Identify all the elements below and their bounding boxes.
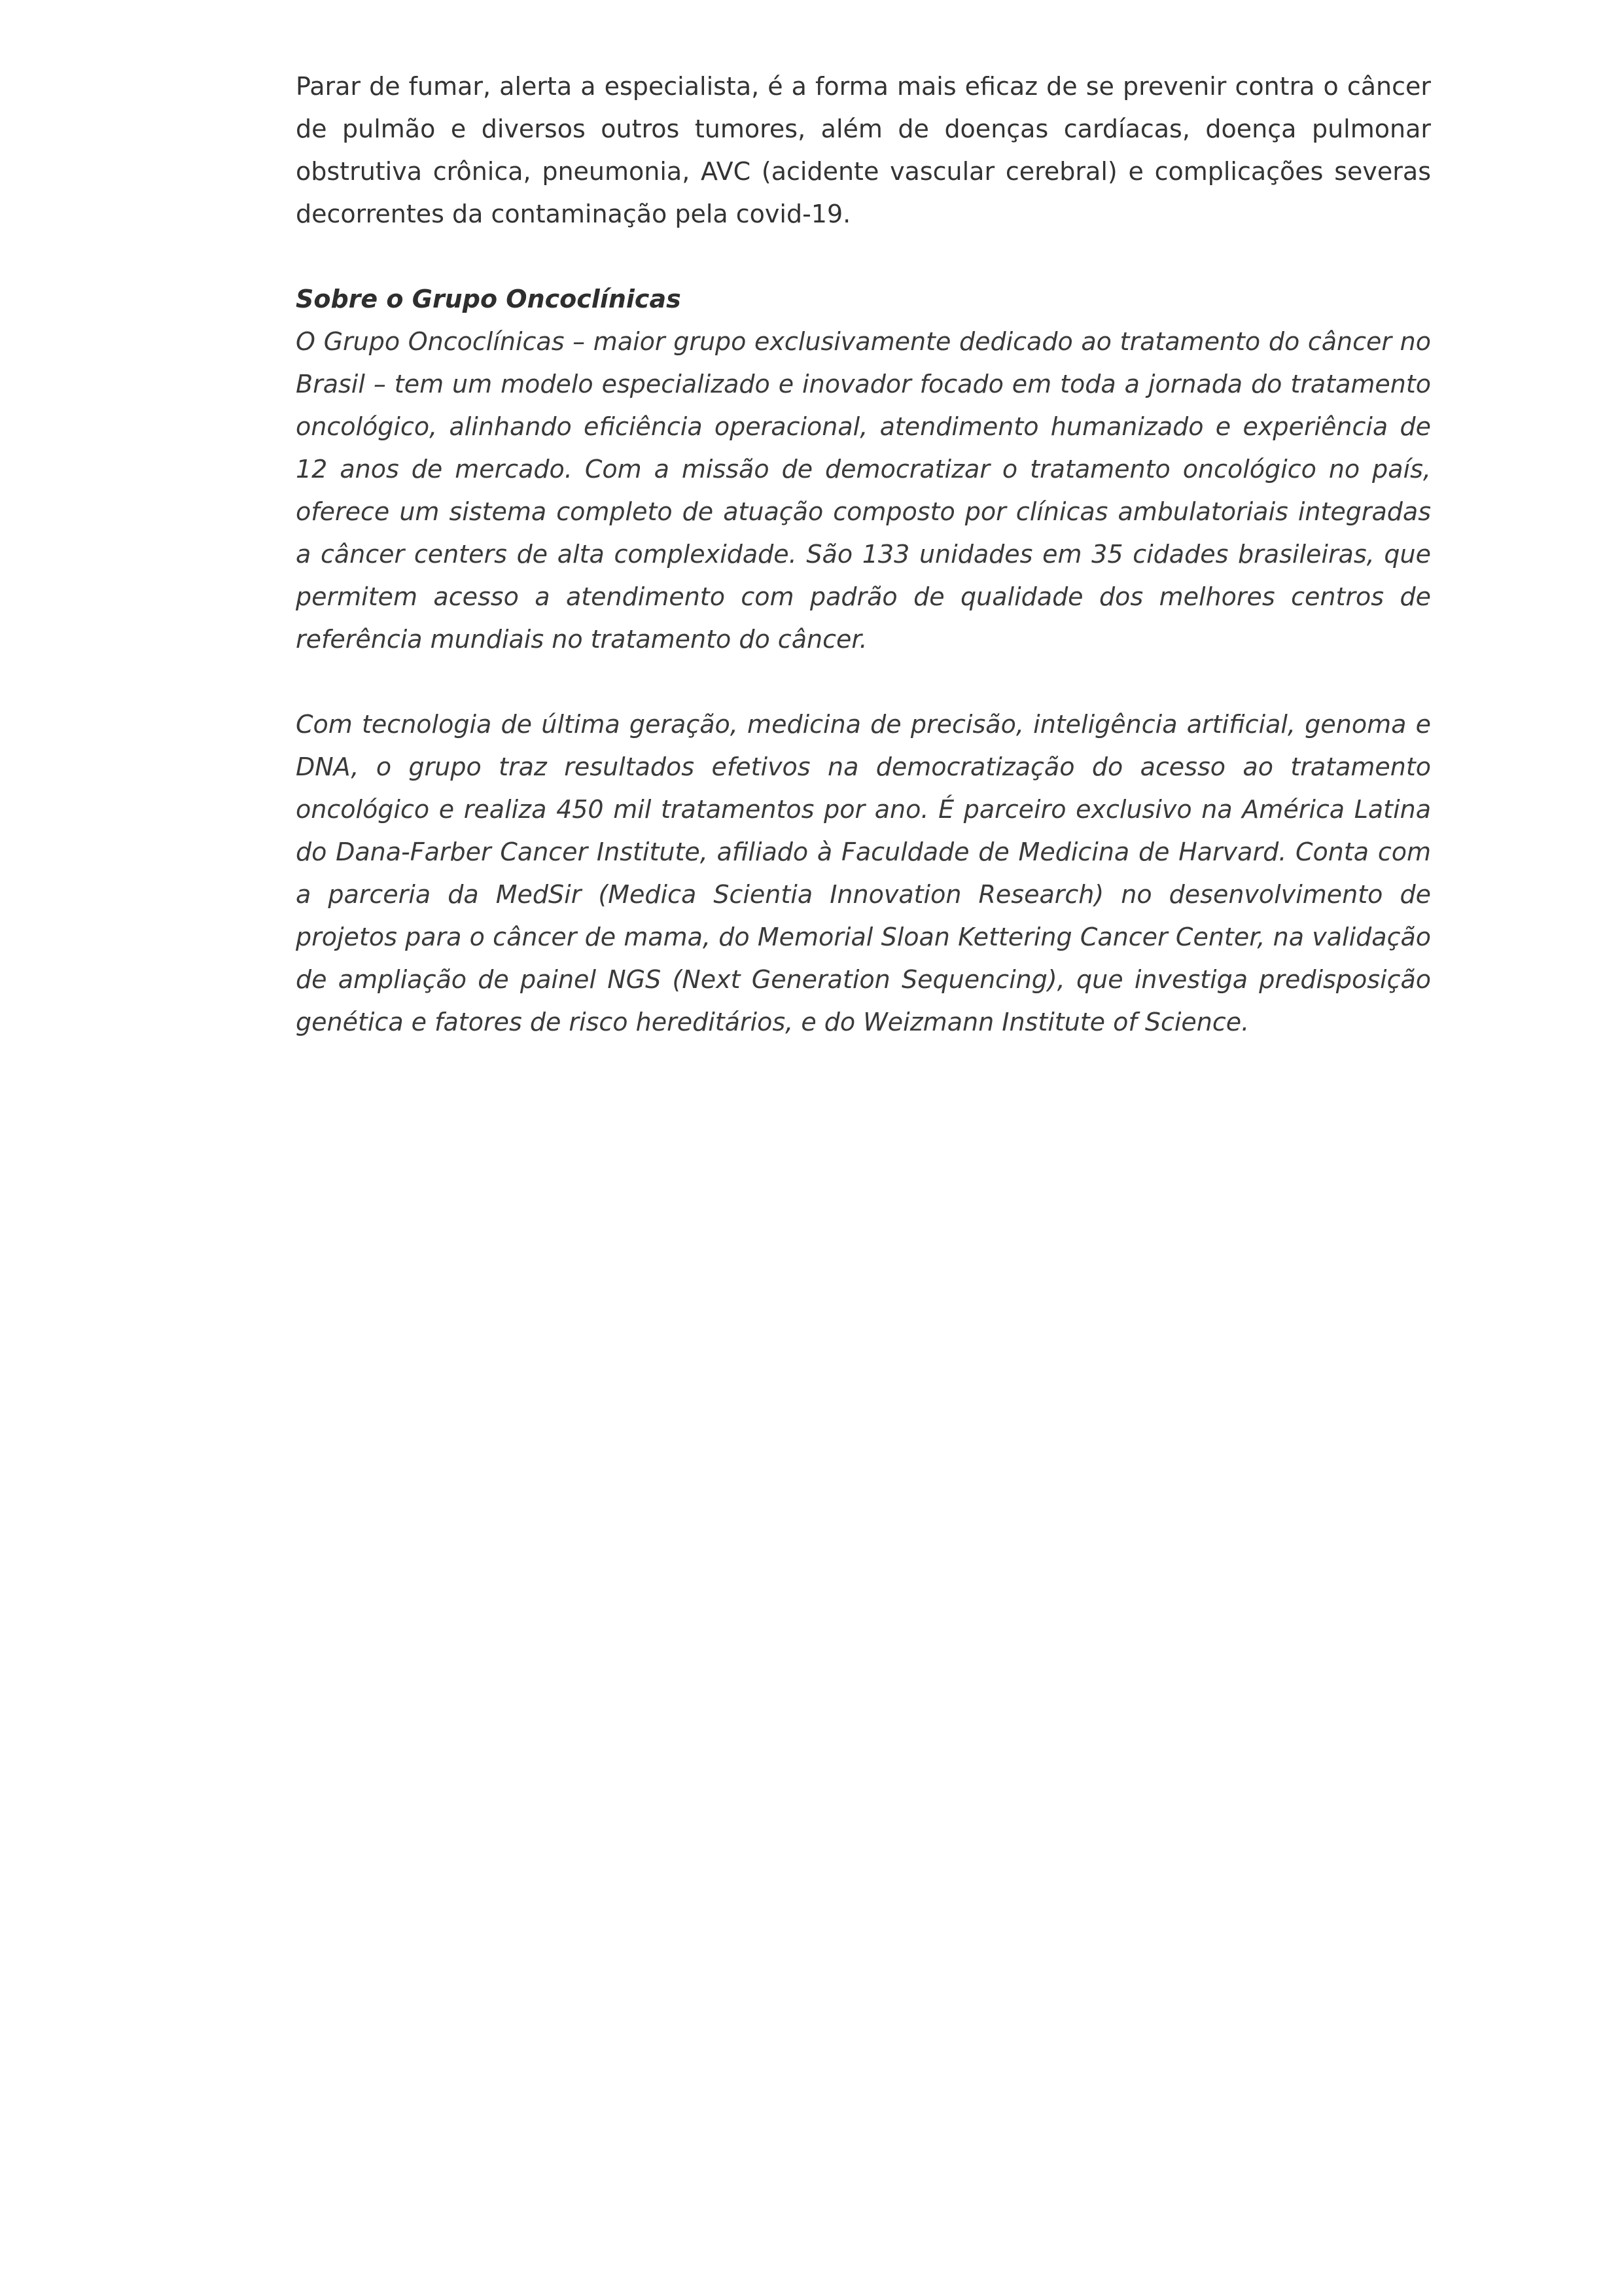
document-page [296, 65, 1431, 1044]
about-paragraph-1: O Grupo Oncoclínicas – maior grupo exclusivamente dedicado ao tratamento do câncer no Brasil – tem um modelo especializado e inovador focado em toda a jornada do tratamento oncológico, alinhando eficiência operacional, atendimento humanizado e experiência de 12 anos de mercado. Com a missão de democratizar o tratamento oncológico no país, oferece um sistema completo de atuação composto por clínicas ambulatoriais integradas a câncer centers de alta complexidade. São 133 unidades em 35 cidades brasileiras, que permitem acesso a atendimento com padrão de qualidade dos melhores centros de referência mundiais no tratamento do câncer. [296, 327, 1431, 654]
about-paragraph-2: Com tecnologia de última geração, medicina de precisão, inteligência artificial, genoma e DNA, o grupo traz resultados efetivos na democratização do acesso ao tratamento oncológico e realiza 450 mil tratamentos por ano. É parceiro exclusivo na América Latina do Dana-Farber Cancer Institute, afiliado à Faculdade de Medicina de Harvard. Conta com a parceria da MedSir (Medica Scientia Innovation Research) no desenvolvimento de projetos para o câncer de mama, do Memorial Sloan Kettering Cancer Center, na validação de ampliação de painel NGS (Next Generation Sequencing), que investiga predisposição genética e fatores de risco hereditários, e do Weizmann Institute of Science. [296, 710, 1431, 1036]
about-heading: Sobre o Grupo Oncoclínicas [296, 285, 681, 313]
intro-paragraph: Parar de fumar, alerta a especialista, é a forma mais eficaz de se prevenir contra o câncer de pulmão e diversos outros tumores, além de doenças cardíacas, doença pulmonar obstrutiva crônica, pneumonia, AVC (acidente vascular cerebral) e complicações severas decorrentes da contaminação pela covid-19. [296, 72, 1431, 228]
